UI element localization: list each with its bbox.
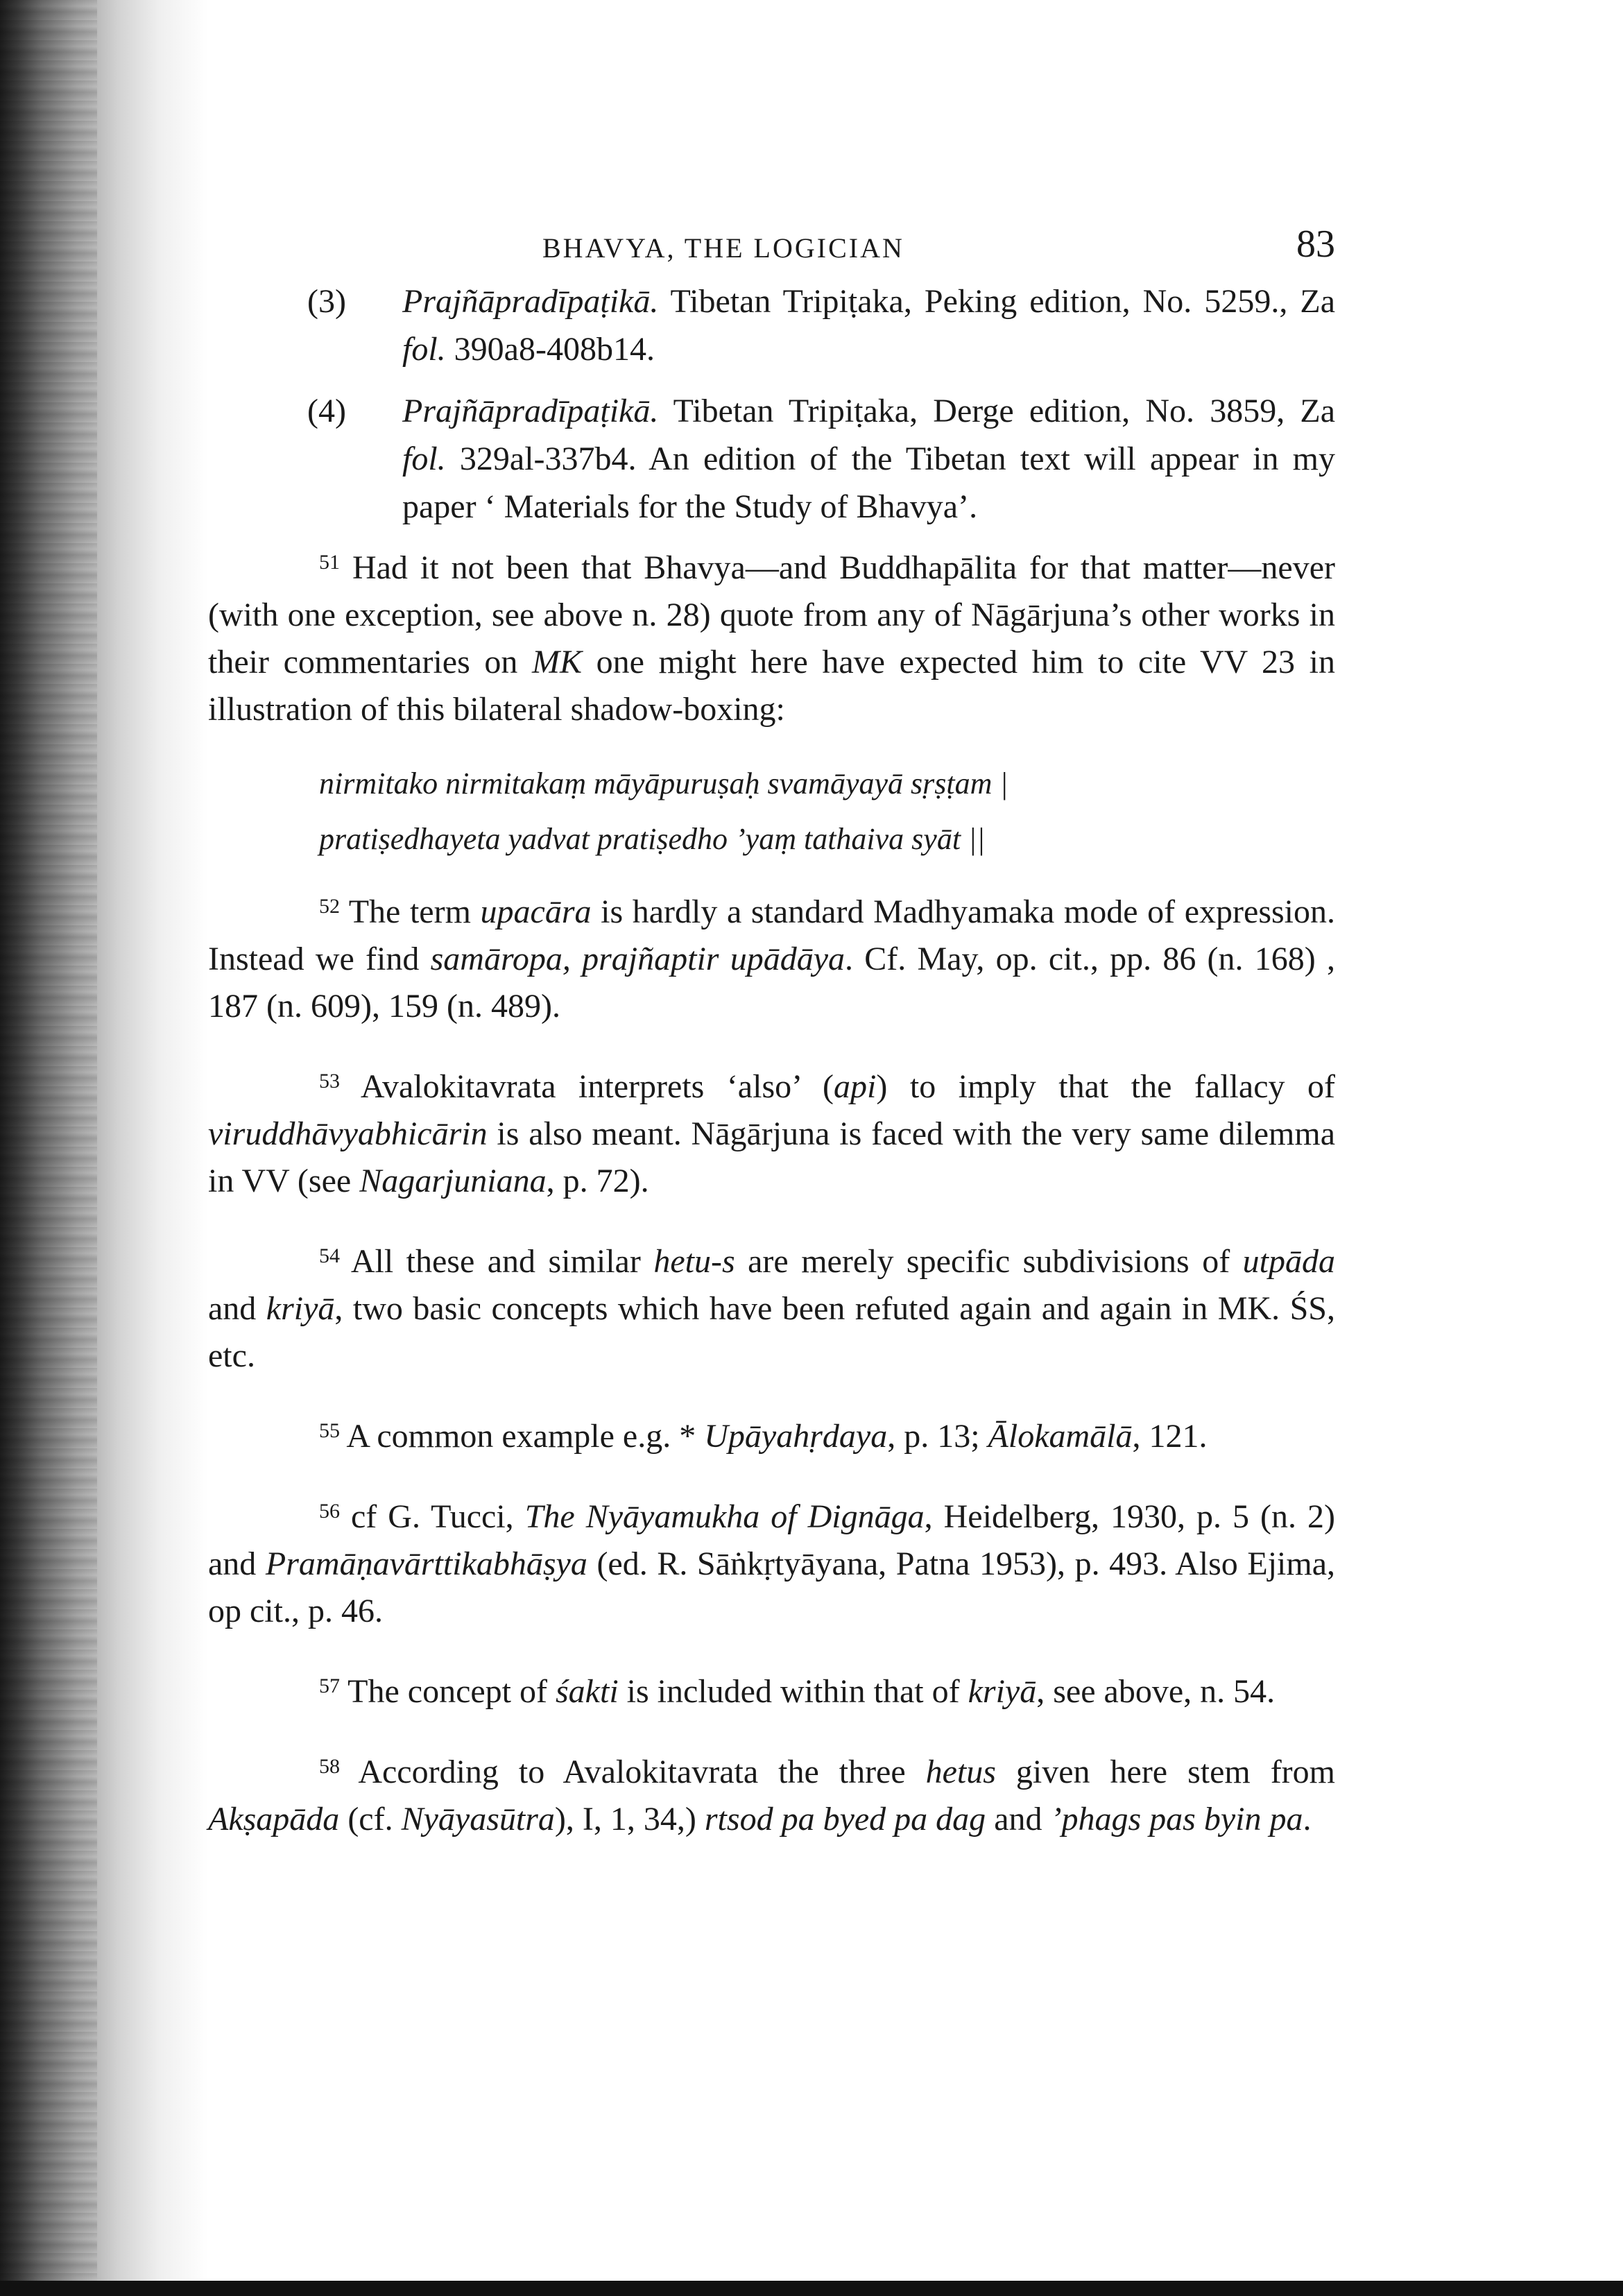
footnote-text: cf G. Tucci, — [340, 1498, 525, 1535]
footnote-51 — [208, 545, 1335, 733]
footnote-number: 53 — [319, 1070, 340, 1093]
book-title: Nagarjuniana — [359, 1163, 547, 1199]
footnote-text: one might here have expected him to cite VV 23 in illustration of this bilateral shadow-boxing: — [208, 644, 1335, 728]
verse-line: nirmitako nirmitakaṃ māyāpuruṣaḥ svamāyayā sṛṣṭam | — [319, 766, 1008, 800]
term: samāropa, prajñaptir upādāya — [430, 941, 845, 977]
folio-ref: 390a8-408b14. — [445, 331, 655, 368]
footnote-text: (ed. R. Sāṅkṛtyāyana, Patna 1953), p. 493. Also Ejima, op cit., p. 46. — [208, 1545, 1336, 1629]
footnote-56 — [208, 1493, 1335, 1635]
footnote-number: 52 — [319, 895, 340, 918]
bibliography-number: (3) — [307, 283, 346, 320]
footnote-text: given here stem from — [995, 1754, 1335, 1790]
bottom-edge-rule — [0, 2281, 1623, 2296]
book-title: Pramāṇavārttikabhāṣya — [265, 1545, 587, 1582]
footnote-text: is included within that of — [618, 1673, 968, 1710]
footnote-number: 57 — [319, 1674, 340, 1697]
footnote-text: are merely specific subdivisions of — [735, 1243, 1243, 1280]
bibliography-item-3 — [208, 277, 1335, 373]
footnote-number: 58 — [319, 1755, 340, 1778]
footnote-text: , two basic concepts which have been refuted again and again in MK. ŚS, etc. — [208, 1290, 1335, 1374]
footnote-text: , Heidelberg, 1930, p. 5 (n. 2) and — [208, 1498, 1335, 1582]
running-title: BHAVYA, THE LOGICIAN — [542, 232, 904, 264]
footnote-number: 56 — [319, 1500, 340, 1523]
term: hetu-s — [653, 1243, 735, 1280]
footnote-text: All these and similar — [340, 1243, 654, 1280]
footnote-text: (cf. — [339, 1801, 402, 1837]
verse-line: pratiṣedhayeta yadvat pratiṣedho ’yaṃ tathaiva syāt || — [319, 822, 986, 856]
work-title: Prajñāpradīpaṭikā. — [402, 393, 659, 429]
term: Nyāyasūtra — [401, 1801, 555, 1837]
running-head — [208, 222, 1335, 277]
book-title: The Nyāyamukha of Dignāga — [524, 1498, 925, 1535]
bibliography-text: Tibetan Tripiṭaka, Derge edition, No. 3859, Za — [658, 393, 1335, 429]
footnote-text: A common example e.g. * — [340, 1418, 705, 1455]
footnote-text: Had it not been that Bhavya—and Buddhapālita for that matter—never (with one exception, see above n. 28) quote from any of Nāgārjuna’s other works in their commentaries on — [208, 549, 1335, 680]
term: hetus — [925, 1754, 996, 1790]
sanskrit-verse — [208, 766, 1335, 857]
footnote-text: and — [208, 1290, 266, 1327]
footnote-text: , see above, n. 54. — [1036, 1673, 1276, 1710]
term: viruddhāvyabhicārin — [208, 1115, 488, 1152]
term: śakti — [556, 1673, 619, 1710]
folio-abbrev: fol. — [402, 331, 446, 368]
footnote-text: ) to imply that the fallacy of — [876, 1068, 1335, 1105]
footnote-text: , p. 13; — [887, 1418, 988, 1455]
binding-streaks — [0, 0, 97, 2282]
bibliography-item-4 — [208, 387, 1335, 531]
footnote-number: 54 — [319, 1244, 340, 1267]
footnote-55 — [208, 1413, 1335, 1460]
term: ’phags pas byin pa — [1050, 1801, 1303, 1837]
term: upacāra — [480, 893, 592, 930]
page-body — [208, 222, 1335, 1876]
page-number: 83 — [1296, 223, 1335, 266]
footnote-text: , p. 72). — [546, 1163, 649, 1199]
term: kriyā — [968, 1673, 1037, 1710]
footnote-text: The concept of — [340, 1673, 556, 1710]
footnote-text: . — [1303, 1801, 1312, 1837]
bibliography-text: Tibetan Tripiṭaka, Peking edition, No. 5259., Za — [658, 283, 1335, 320]
abbreviation: MK — [532, 644, 583, 680]
bibliography-number: (4) — [307, 393, 346, 429]
term: rtsod pa byed pa dag — [704, 1801, 986, 1837]
footnote-57 — [208, 1668, 1335, 1715]
work-title: Prajñāpradīpaṭikā. — [402, 283, 659, 320]
folio-ref: 329al-337b4. An edition of the Tibetan text will appear in my paper ‘ Materials for the Study of Bhavya’. — [402, 440, 1335, 525]
term: utpāda — [1242, 1243, 1335, 1280]
footnote-text: Avalokitavrata interprets ‘also’ ( — [340, 1068, 834, 1105]
footnote-text: , 121. — [1132, 1418, 1208, 1455]
folio-abbrev: fol. — [402, 440, 446, 477]
footnote-58 — [208, 1749, 1335, 1843]
book-title: Upāyahṛdaya — [704, 1418, 888, 1455]
book-title: Ālokamālā — [988, 1418, 1133, 1455]
term: api — [834, 1068, 877, 1105]
term: Akṣapāda — [208, 1801, 340, 1837]
footnote-52 — [208, 889, 1335, 1030]
footnote-text: and — [986, 1801, 1051, 1837]
footnote-number: 55 — [319, 1419, 340, 1442]
term: kriyā — [266, 1290, 335, 1327]
footnote-number: 51 — [319, 551, 340, 574]
footnote-text: is hardly a standard Madhyamaka mode of expression. Instead we find — [208, 893, 1336, 977]
footnote-text: . Cf. May, op. cit., pp. 86 (n. 168) , 187 (n. 609), 159 (n. 489). — [208, 941, 1336, 1025]
footnote-text: ), I, 1, 34,) — [554, 1801, 705, 1837]
footnote-text: is also meant. Nāgārjuna is faced with the very same dilemma in VV (see — [208, 1115, 1335, 1199]
footnote-text: The term — [340, 893, 481, 930]
footnote-53 — [208, 1063, 1335, 1205]
footnote-54 — [208, 1238, 1335, 1380]
footnote-text: According to Avalokitavrata the three — [340, 1754, 926, 1790]
